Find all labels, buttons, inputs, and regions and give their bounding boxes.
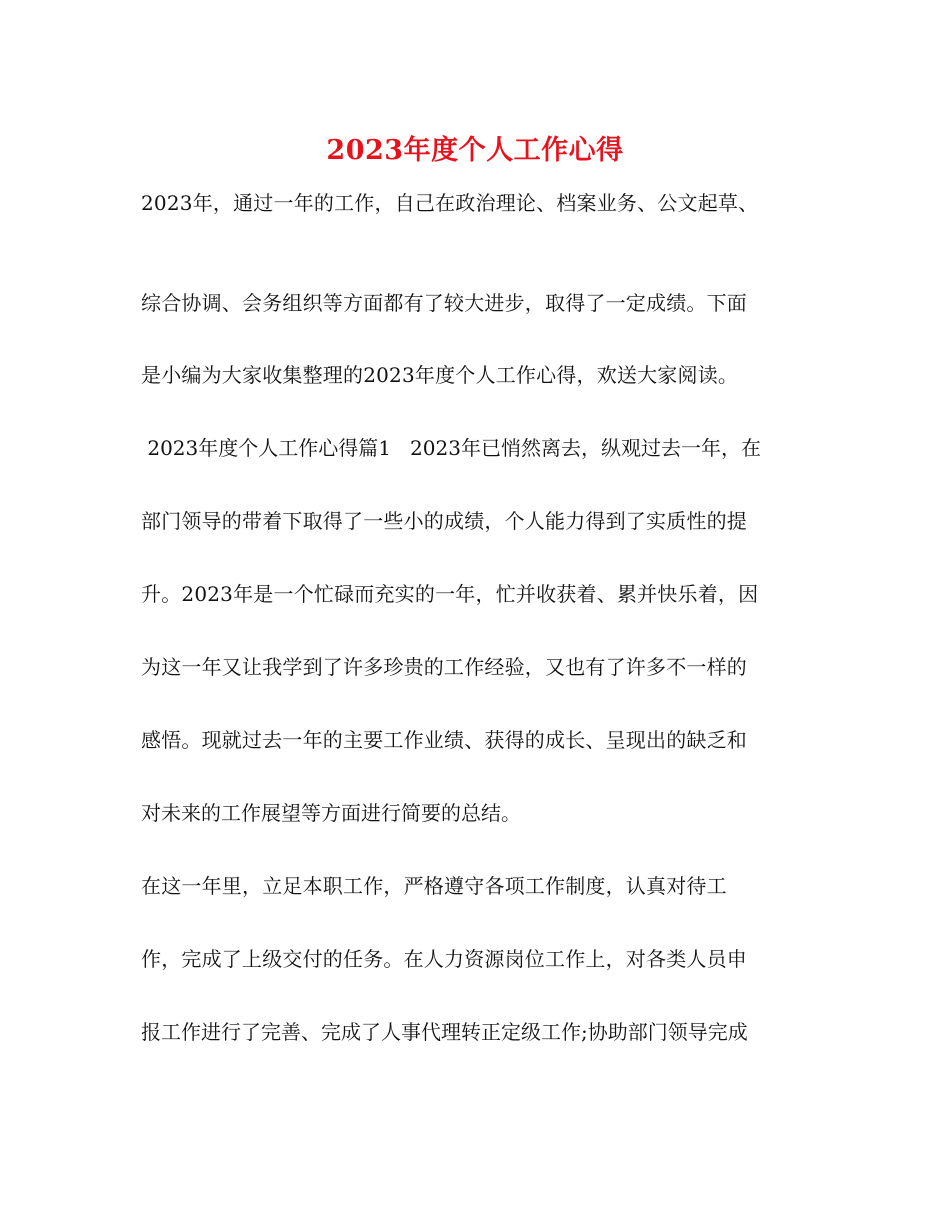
body-line: 对未来的工作展望等方面进行简要的总结。 — [141, 801, 521, 825]
body-line: 2023年度个人工作心得篇1 2023年已悄然离去，纵观过去一年，在 — [141, 436, 761, 460]
body-line: 2023年，通过一年的工作，自己在政治理论、档案业务、公文起草、 — [141, 191, 759, 215]
body-line: 升。2023年是一个忙碌而充实的一年，忙并收获着、累并快乐着，因 — [141, 582, 759, 606]
body-line: 作，完成了上级交付的任务。在人力资源岗位工作上，对各类人员申 — [141, 947, 747, 971]
body-line: 为这一年又让我学到了许多珍贵的工作经验，又也有了许多不一样的 — [141, 655, 747, 679]
body-line: 在这一年里，立足本职工作，严格遵守各项工作制度，认真对待工 — [141, 874, 727, 898]
body-line: 综合协调、会务组织等方面都有了较大进步，取得了一定成绩。下面 — [141, 291, 747, 315]
body-line: 感悟。现就过去一年的主要工作业绩、获得的成长、呈现出的缺乏和 — [141, 728, 747, 752]
body-line: 是小编为大家收集整理的2023年度个人工作心得，欢送大家阅读。 — [141, 363, 739, 387]
body-line: 部门领导的带着下取得了一些小的成绩，个人能力得到了实质性的提 — [141, 509, 747, 533]
document-title: 2023年度个人工作心得 — [326, 135, 624, 166]
body-line: 报工作进行了完善、完成了人事代理转正定级工作;协助部门领导完成 — [141, 1020, 748, 1044]
